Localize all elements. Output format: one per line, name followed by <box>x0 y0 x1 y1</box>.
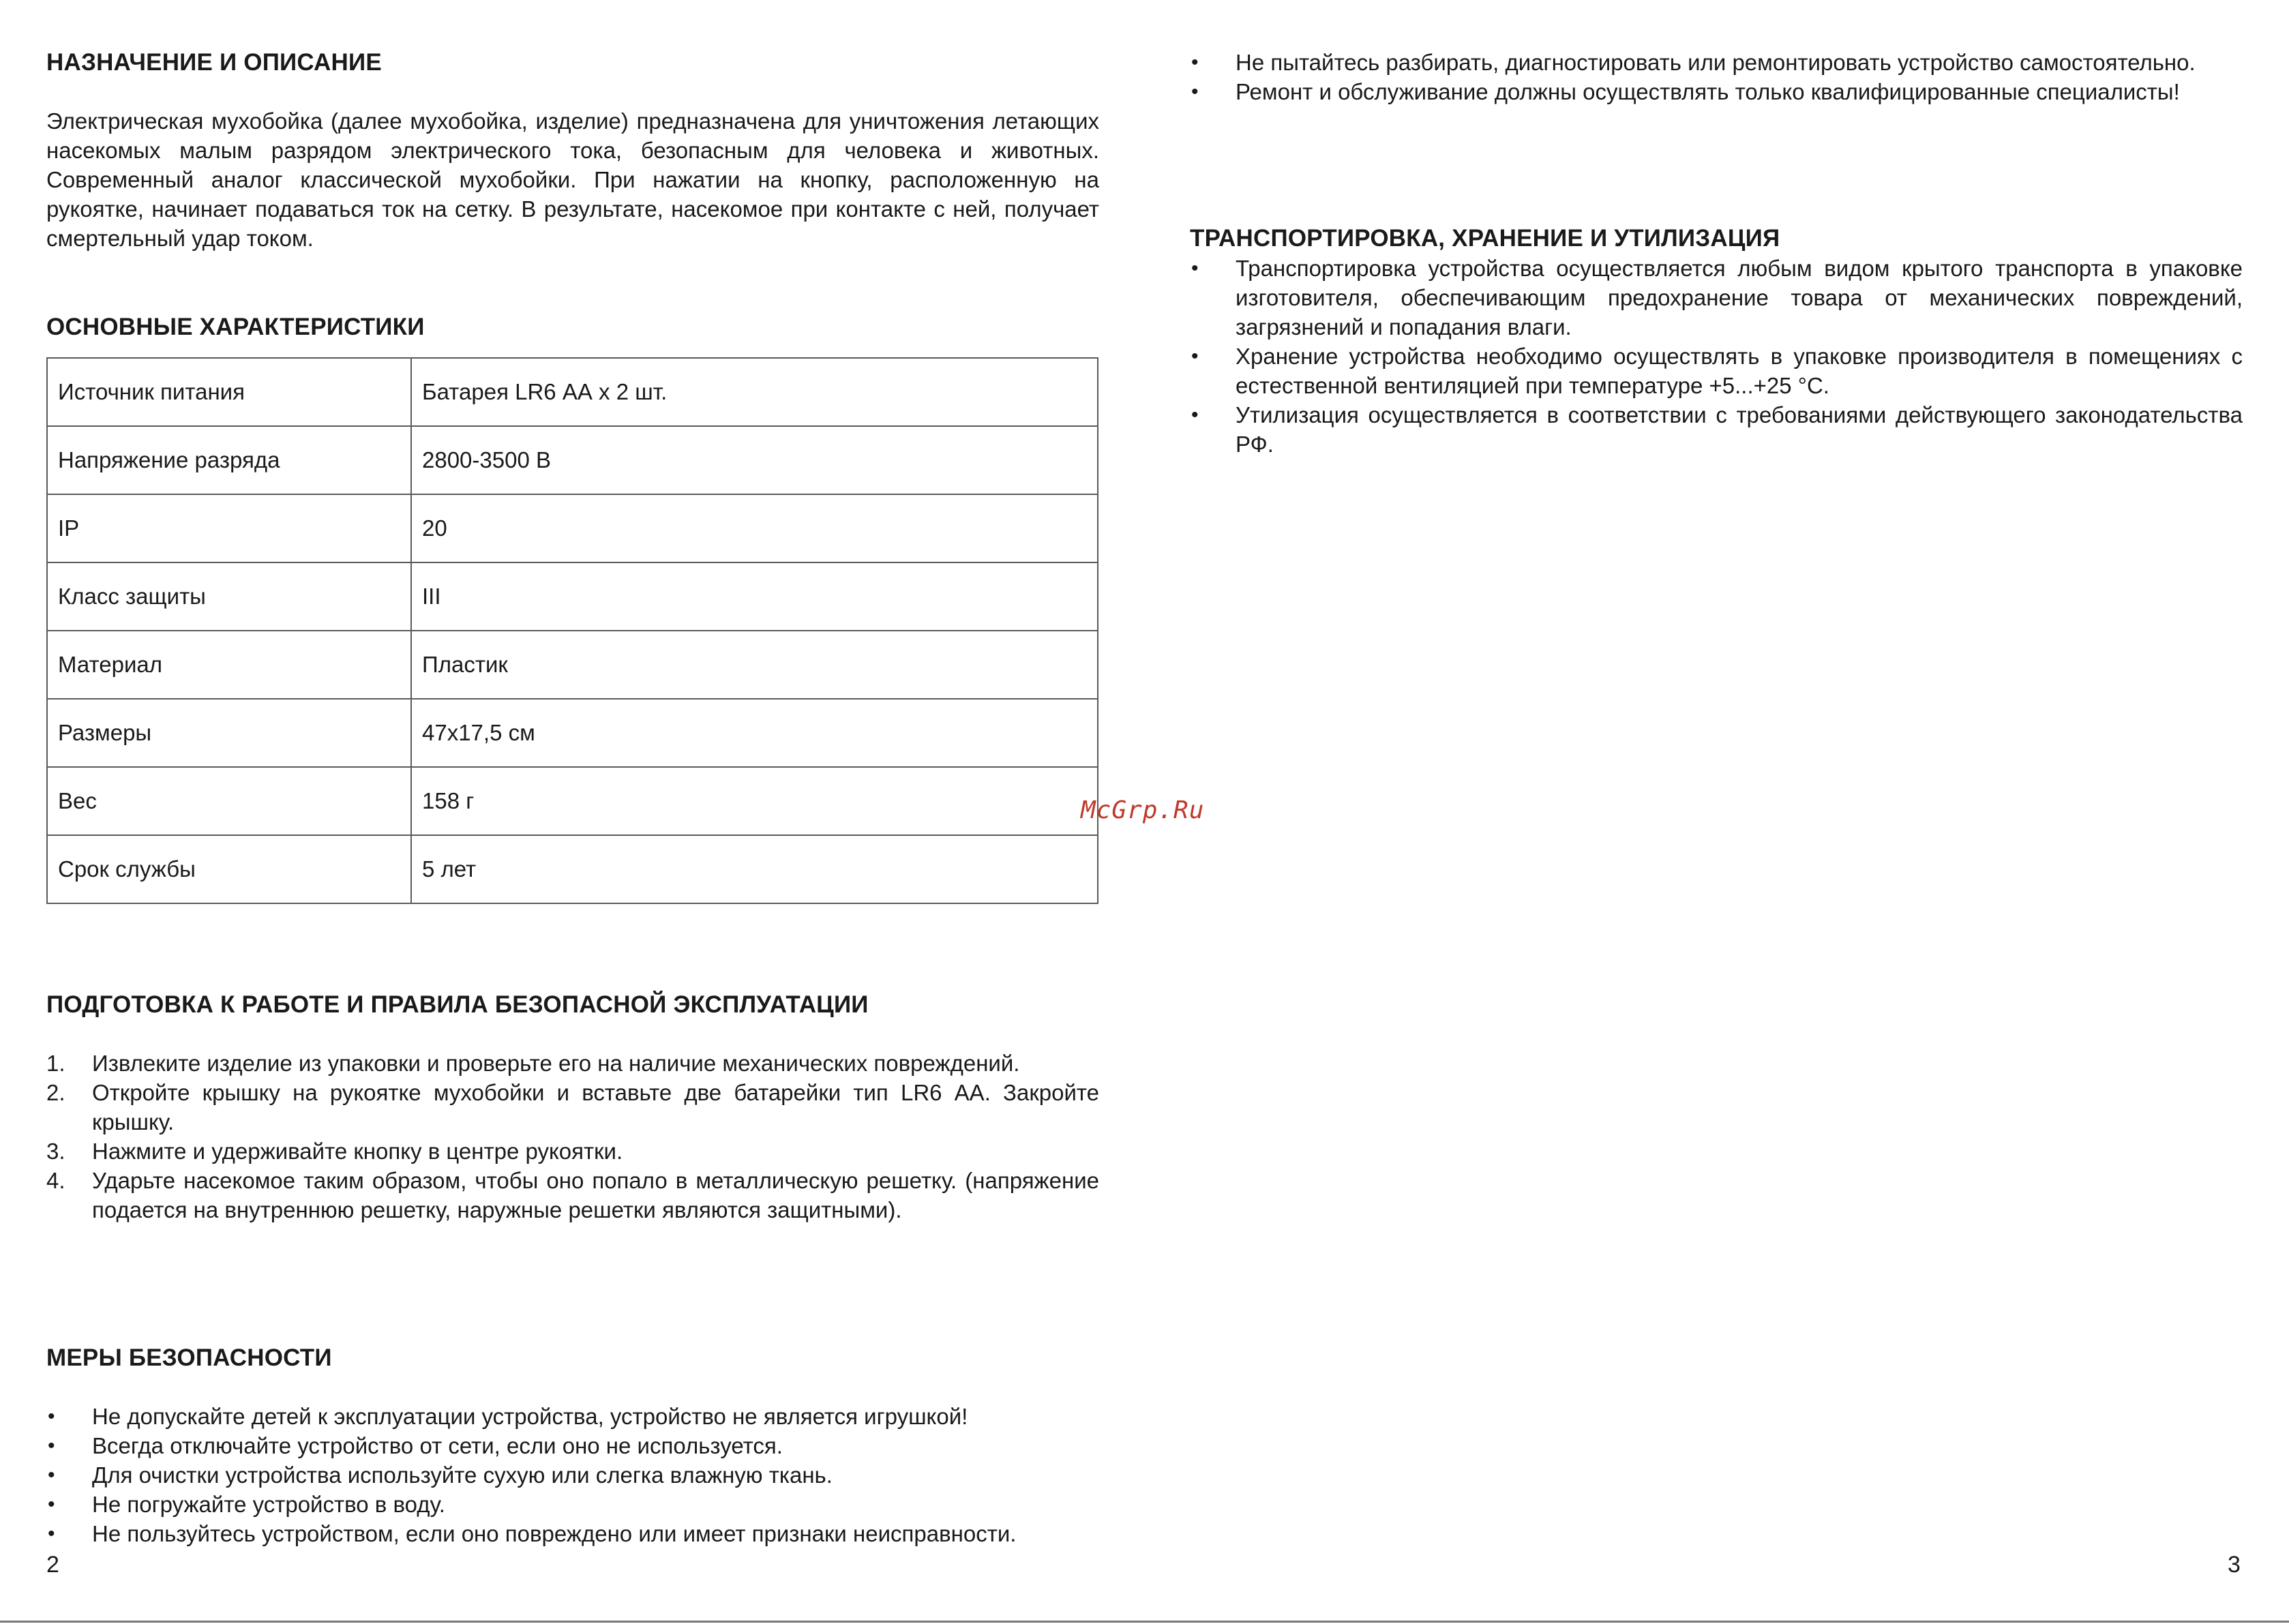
safety-text: Для очистки устройства используйте сухую или слегка влажную ткань. <box>92 1462 833 1488</box>
list-item <box>46 1490 1099 1519</box>
bullet-icon: • <box>48 1464 55 1486</box>
list-item <box>1190 48 2243 77</box>
spec-value: Батарея LR6 АА x 2 шт. <box>411 358 1098 426</box>
table-row <box>47 358 1098 426</box>
bullet-icon: • <box>1191 345 1199 367</box>
list-item <box>46 1137 1099 1166</box>
spec-key: Вес <box>47 767 411 835</box>
step-text: Откройте крышку на рукоятке мухобойки и вставьте две батарейки тип LR6 АА. Закройте крышку. <box>92 1080 1099 1134</box>
step-text: Нажмите и удерживайте кнопку в центре рукоятки. <box>92 1139 623 1164</box>
transport-heading: ТРАНСПОРТИРОВКА, ХРАНЕНИЕ И УТИЛИЗАЦИЯ <box>1190 225 1780 252</box>
bullet-icon: • <box>1191 404 1199 426</box>
bullet-icon: • <box>48 1493 55 1516</box>
step-number: 3. <box>46 1139 65 1164</box>
transport-list <box>1190 254 2243 459</box>
table-row <box>47 767 1098 835</box>
list-item <box>1190 342 2243 400</box>
spec-key: Напряжение разряда <box>47 426 411 494</box>
list-item <box>46 1460 1099 1490</box>
safety-text: Не допускайте детей к эксплуатации устройства, устройство не является игрушкой! <box>92 1404 968 1429</box>
spec-key: Источник питания <box>47 358 411 426</box>
preparation-heading: ПОДГОТОВКА К РАБОТЕ И ПРАВИЛА БЕЗОПАСНОЙ ЭКСПЛУАТАЦИИ <box>46 991 869 1018</box>
list-item <box>46 1166 1099 1224</box>
spec-value: III <box>411 562 1098 631</box>
preparation-steps <box>46 1049 1099 1224</box>
safety-text: Ремонт и обслуживание должны осуществлять только квалифицированные специалисты! <box>1236 79 2180 104</box>
safety-text: Всегда отключайте устройство от сети, если оно не используется. <box>92 1433 783 1458</box>
transport-text: Хранение устройства необходимо осуществлять в упаковке производителя в помещениях с естественной вентиляцией при температуре +5...+25 °С. <box>1236 344 2243 398</box>
spec-value: 2800-3500 В <box>411 426 1098 494</box>
spec-key: Размеры <box>47 699 411 767</box>
list-item <box>46 1431 1099 1460</box>
table-row <box>47 494 1098 562</box>
transport-text: Транспортировка устройства осуществляется любым видом крытого транспорта в упаковке изготовителя, обеспечивающим предохранение товара от механических повреждений, загрязнений и попадания влаги. <box>1236 256 2243 340</box>
step-number: 2. <box>46 1080 65 1105</box>
table-row <box>47 426 1098 494</box>
spec-value: 47x17,5 см <box>411 699 1098 767</box>
spec-value: 5 лет <box>411 835 1098 903</box>
bullet-icon: • <box>48 1522 55 1545</box>
safety-heading: МЕРЫ БЕЗОПАСНОСТИ <box>46 1344 332 1371</box>
specs-table <box>46 357 1098 904</box>
spec-value: 158 г <box>411 767 1098 835</box>
bullet-icon: • <box>1191 257 1199 280</box>
safety-text: Не пытайтесь разбирать, диагностировать или ремонтировать устройство самостоятельно. <box>1236 50 2196 75</box>
bullet-icon: • <box>1191 51 1199 74</box>
bullet-icon: • <box>1191 80 1199 103</box>
spec-key: IP <box>47 494 411 562</box>
purpose-text: Электрическая мухобойка (далее мухобойка, изделие) предназначена для уничтожения летающих насекомых малым разрядом электрического тока, безопасным для человека и животных. Современный аналог классической мухобойки. При нажатии на кнопку, расположенную на рукоятке, начинает подаваться ток на сетку. В результате, насекомое при контакте с ней, получает смертельный удар током. <box>46 108 1099 251</box>
list-item <box>46 1078 1099 1137</box>
table-row <box>47 699 1098 767</box>
step-text: Извлеките изделие из упаковки и проверьте его на наличие механических повреждений. <box>92 1051 1020 1076</box>
spec-key: Класс защиты <box>47 562 411 631</box>
list-item <box>1190 254 2243 342</box>
spec-value: Пластик <box>411 631 1098 699</box>
list-item <box>1190 77 2243 106</box>
spec-key: Срок службы <box>47 835 411 903</box>
bullet-icon: • <box>48 1434 55 1457</box>
bullet-icon: • <box>48 1405 55 1428</box>
table-row <box>47 631 1098 699</box>
specs-heading: ОСНОВНЫЕ ХАРАКТЕРИСТИКИ <box>46 314 425 340</box>
safety-list-continued <box>1190 48 2243 106</box>
transport-text: Утилизация осуществляется в соответствии с требованиями действующего законодательства РФ. <box>1236 402 2243 457</box>
page-number-right: 3 <box>2228 1552 2241 1578</box>
spec-value: 20 <box>411 494 1098 562</box>
purpose-heading: НАЗНАЧЕНИЕ И ОПИСАНИЕ <box>46 49 382 76</box>
step-number: 1. <box>46 1051 65 1076</box>
bottom-divider <box>0 1621 2289 1623</box>
page-number-left: 2 <box>46 1552 59 1578</box>
safety-text: Не пользуйтесь устройством, если оно повреждено или имеет признаки неисправности. <box>92 1521 1017 1546</box>
list-item <box>46 1049 1099 1078</box>
safety-list <box>46 1402 1099 1548</box>
list-item <box>46 1519 1099 1548</box>
list-item <box>1190 400 2243 459</box>
table-row <box>47 562 1098 631</box>
step-number: 4. <box>46 1168 65 1193</box>
table-row <box>47 835 1098 903</box>
spec-key: Материал <box>47 631 411 699</box>
step-text: Ударьте насекомое таким образом, чтобы оно попало в металлическую решетку. (напряжение подается на внутреннюю решетку, наружные решетки являются защитными). <box>92 1168 1099 1222</box>
watermark: McGrp.Ru <box>1081 796 1205 824</box>
safety-text: Не погружайте устройство в воду. <box>92 1492 445 1517</box>
list-item <box>46 1402 1099 1431</box>
